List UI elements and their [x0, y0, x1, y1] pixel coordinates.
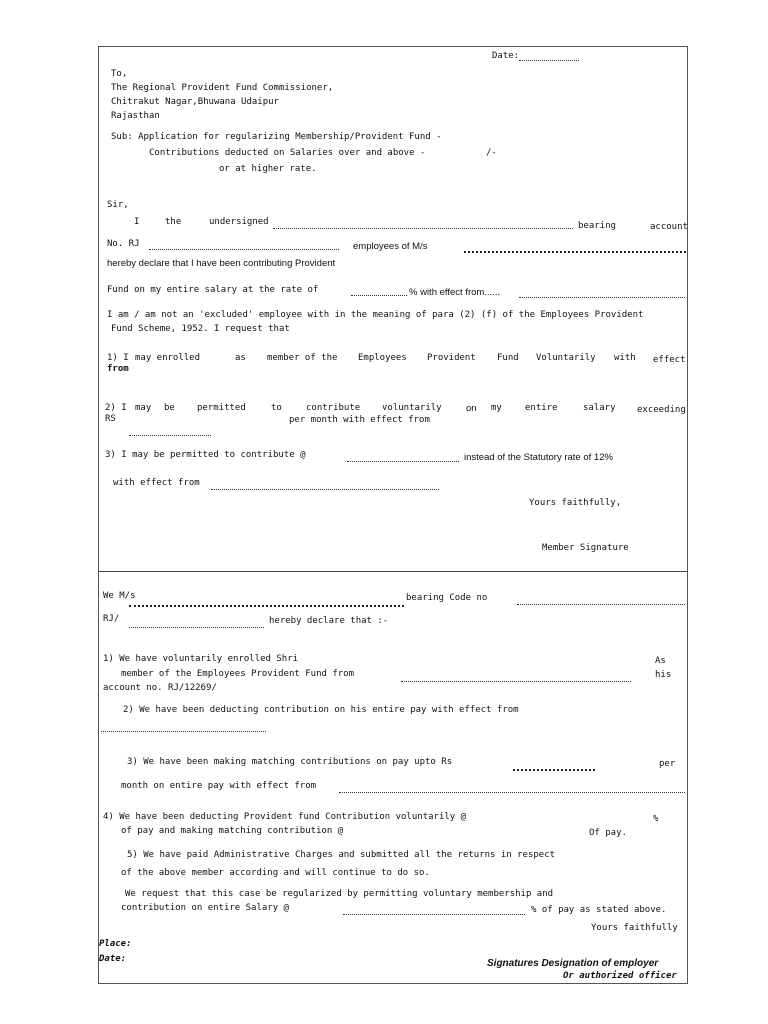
declaration-word-the: the: [165, 217, 182, 227]
item2-word: on: [466, 403, 477, 414]
item2-word: be: [164, 403, 175, 413]
account-no-field[interactable]: [149, 249, 339, 250]
effect-from-field[interactable]: [519, 297, 685, 298]
item1-word: may enrolled: [135, 353, 201, 363]
item3-rate-field[interactable]: [347, 461, 459, 462]
date-field[interactable]: [519, 60, 579, 61]
enrolled-as: As: [655, 656, 666, 666]
subject-amount-suffix: /-: [486, 148, 497, 158]
item2-word: to: [271, 403, 282, 413]
code-no-field[interactable]: [517, 604, 685, 605]
date-label: Date:: [492, 51, 520, 61]
effect-from-label: % with effect from......: [409, 287, 501, 298]
item1-word: 1) I: [107, 353, 129, 363]
matching-line-2: month on entire pay with effect from: [121, 781, 317, 791]
request-line-2: contribution on entire Salary @: [121, 903, 289, 913]
address-line-3: Rajasthan: [111, 111, 160, 121]
declaration-word-bearing: bearing: [578, 221, 616, 231]
item3-end: instead of the Statutory rate of 12%: [464, 452, 613, 463]
deducting-line-1: 2) We have been deducting contribution on his entire pay with effect from: [123, 705, 519, 715]
address-line-1: The Regional Provident Fund Commissioner,: [111, 83, 334, 93]
item1-word: member of the: [267, 353, 338, 363]
item2-word: contribute: [306, 403, 361, 413]
excluded-employee-line-2: Fund Scheme, 1952. I request that: [111, 324, 290, 334]
item2-amount-field[interactable]: [129, 435, 211, 436]
request-rate-field[interactable]: [343, 914, 525, 915]
enrolled-account-no: account no. RJ/12269/: [103, 683, 217, 693]
item1-word: Provident: [427, 353, 476, 363]
request-line-1: We request that this case be regularized by permitting voluntary membership and: [125, 889, 554, 899]
matching-amount-field[interactable]: [513, 769, 595, 771]
item1-word: with: [614, 353, 636, 363]
declaration-word-i: I: [134, 217, 140, 227]
rj-label: RJ/: [103, 614, 120, 624]
enrolled-line-2: member of the Employees Provident Fund from: [121, 669, 354, 679]
declaration-word-undersigned: undersigned: [209, 217, 269, 227]
voluntary-line-1: 4) We have been deducting Provident fund Contribution voluntarily @: [103, 812, 467, 822]
closing-yours-faithfully: Yours faithfully,: [529, 498, 622, 508]
employer-name-label: employees of M/s: [353, 241, 428, 252]
matching-line-1: 3) We have been making matching contributions on pay upto Rs: [127, 757, 453, 767]
deducting-from-field[interactable]: [101, 731, 266, 732]
item1-word: Employees: [358, 353, 407, 363]
employee-name-field[interactable]: [273, 228, 573, 229]
item2-word: permitted: [197, 403, 246, 413]
salutation: Sir,: [107, 200, 129, 210]
section-divider: [99, 571, 687, 572]
voluntary-of-pay: Of pay.: [589, 828, 627, 838]
subject-line-2: Contributions deducted on Salaries over and above -: [149, 148, 426, 158]
item1-word: effect: [653, 355, 686, 365]
application-form: [98, 46, 688, 984]
voluntary-percent: %: [653, 814, 659, 824]
matching-per: per: [659, 759, 676, 769]
request-line-2-end: % of pay as stated above.: [531, 905, 667, 915]
we-ms-label: We M/s: [103, 591, 136, 601]
contribution-rate-label: Fund on my entire salary at the rate of: [107, 285, 319, 295]
hereby-declare-label: hereby declare that :-: [269, 616, 389, 626]
address-to: To,: [111, 69, 128, 79]
subject-line-3: or at higher rate.: [219, 164, 317, 174]
item2-rs: RS: [105, 414, 116, 424]
employer-firm-field[interactable]: [129, 605, 404, 607]
account-no-label: No. RJ: [107, 239, 140, 249]
signature-designation: Signatures Designation of employer: [487, 958, 659, 969]
item1-word: as: [235, 353, 246, 363]
enrolled-line-1: 1) We have voluntarily enrolled Shri: [103, 654, 299, 664]
item3-effect-field[interactable]: [211, 489, 439, 490]
item2-word: my: [491, 403, 502, 413]
item2-word: salary: [583, 403, 616, 413]
address-line-2: Chitrakut Nagar,Bhuwana Udaipur: [111, 97, 279, 107]
matching-effect-field[interactable]: [339, 792, 685, 793]
contribution-rate-field[interactable]: [351, 295, 407, 296]
subject-line-1: Sub: Application for regularizing Membership/Provident Fund -: [111, 132, 442, 142]
item1-word: Fund: [497, 353, 519, 363]
admin-charges-line-1: 5) We have paid Administrative Charges and submitted all the returns in respect: [127, 850, 556, 860]
item3-effect-from: with effect from: [113, 478, 200, 488]
item1-word: Voluntarily: [536, 353, 596, 363]
item3-start: 3) I may be permitted to contribute @: [105, 450, 306, 460]
rj-code-field[interactable]: [129, 627, 264, 628]
item2-word: may: [135, 403, 152, 413]
item2-word: exceeding: [637, 405, 686, 415]
declaration-word-account: account: [650, 222, 688, 232]
item1-from: from: [107, 364, 129, 374]
enrolled-from-field[interactable]: [401, 681, 631, 682]
bearing-code-label: bearing Code no: [406, 593, 488, 603]
voluntary-line-2: of pay and making matching contribution @: [121, 826, 344, 836]
employer-closing: Yours faithfully: [591, 923, 678, 933]
declaration-line-3: hereby declare that I have been contributing Provident: [107, 258, 336, 269]
authorized-officer: Or authorized officer: [563, 971, 677, 981]
item2-word: entire: [525, 403, 558, 413]
item2-per-month: per month with effect from: [289, 415, 430, 425]
item2-word: 2) I: [105, 403, 127, 413]
date-label-employer: Date:: [99, 954, 127, 964]
enrolled-his: his: [655, 670, 672, 680]
place-label: Place:: [99, 939, 132, 949]
member-signature: Member Signature: [542, 543, 629, 553]
employer-name-field[interactable]: [464, 251, 686, 253]
item2-word: voluntarily: [382, 403, 442, 413]
admin-charges-line-2: of the above member according and will continue to do so.: [121, 868, 430, 878]
excluded-employee-line-1: I am / am not an 'excluded' employee with in the meaning of para (2) (f) of the Employees Provident: [107, 310, 644, 320]
